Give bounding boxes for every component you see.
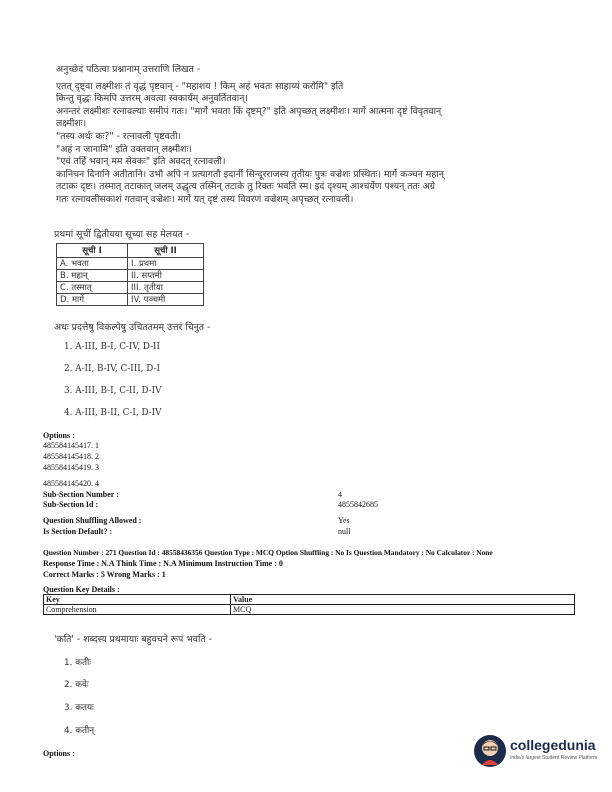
table-row (57, 270, 204, 282)
list1-item: D. मार्गे (57, 294, 128, 306)
shuffling-label: Question Shuffling Allowed : (43, 516, 142, 525)
answer-option: 3. A-III, B-I, C-II, D-IV (64, 386, 162, 396)
sub-section-number-label: Sub-Section Number : (43, 490, 119, 499)
value-cell: MCQ (231, 605, 575, 615)
passage-line: "एवं तर्हि भवान् मम सेवकः" इति अवदत् रत्नावली। (56, 156, 226, 168)
passage-line: गतः रत्नावलीसकाशं गतवान् वज्रेशः। मार्गे यत् दृष्टं तस्य विवरणं वज्रेशम् अपृच्छत् रत्नावली। (56, 193, 354, 205)
table-row (57, 294, 204, 306)
passage-line: "अहं न जानामि" इति उक्तवान् लक्ष्मीशः। (56, 143, 192, 155)
key-table (43, 594, 575, 615)
value-header: Value (231, 595, 575, 605)
question-text: 'कति' - शब्दस्य प्रथमायाः बहुवचने रूपं भवति - (54, 634, 212, 645)
passage-line: "तस्य अर्थः कः?" - रत्नावली पृष्टवती। (56, 130, 182, 142)
match-table (56, 243, 204, 306)
sub-section-id-label: Sub-Section Id : (43, 500, 99, 509)
key-details-label: Question Key Details : (43, 585, 120, 594)
key-header: Key (44, 595, 231, 605)
answer-option: 4. A-III, B-II, C-I, D-IV (64, 408, 162, 418)
marks-line: Correct Marks : 5 Wrong Marks : 1 (43, 570, 166, 579)
sub-section-id: 4855842685 (338, 500, 378, 509)
table-row (57, 258, 204, 270)
list1-item: A. भवता (57, 258, 128, 270)
list2-item: II. सप्तमी (128, 270, 204, 282)
collegedunia-logo (474, 733, 604, 773)
col1-header: सूची I (57, 244, 128, 258)
passage-line: एतत् दृष्ट्वा लक्ष्मीशः तं वृद्धं पृष्टवान् - "महाशय ! किम् अहं भवतः साहाय्यं करोमि" इति (56, 80, 344, 92)
passage-instruction: अनुच्छेदं पठित्वा प्रश्नानाम् उत्तराणि लिखत - (56, 64, 201, 75)
answer-option: 2. कवेः (64, 680, 89, 690)
choose-instruction: अधः प्रदत्तेषु विकल्पेषु उचिततमम् उत्तरं चिनुत - (54, 322, 211, 333)
key-cell: Comprehension (44, 605, 231, 615)
option-id: 485584145420. 4 (43, 479, 99, 488)
list2-item: IV. पञ्चमी (128, 294, 204, 306)
option-id: 485584145417. 1 (43, 441, 99, 450)
option-id: 485584145419. 3 (43, 463, 99, 472)
logo-name: collegedunia (510, 737, 596, 753)
passage-line: तटाकः दृष्टः। तस्मात् तटाकात् जलम् उद्धृत्य तस्मिन् तटाके तु रिक्तः भवति स्म। इदं दृश्यम् आश्चर्येण पश्यन् ततः अग्रे (56, 181, 435, 193)
shuffling-value: Yes (338, 516, 350, 525)
list2-item: I. प्रथमा (128, 258, 204, 270)
col2-header: सूची II (128, 244, 204, 258)
answer-option: 4. कतीन् (64, 726, 95, 736)
list1-item: B. महान् (57, 270, 128, 282)
passage-line: किन्तु वृद्धः किमपि उत्तरम् अवत्वा स्वकार्यम् अनुवर्तितवान्। (56, 93, 248, 105)
passage-line: लक्ष्मीशः। (56, 118, 87, 130)
section-default-value: null (338, 527, 351, 536)
list2-item: III. तृतीया (128, 282, 204, 294)
question-header: Question Number : 271 Question Id : 48558436356 Question Type : MCQ Option Shuffling : No Is Question Mandatory : No Calculator : None (43, 548, 493, 557)
response-time-line: Response Time : N.A Think Time : N.A Minimum Instruction Time : 0 (43, 559, 283, 568)
match-instruction: प्रथमां सूचीं द्वितीयया सूच्या सह मेलयत - (54, 229, 190, 240)
passage (56, 64, 576, 207)
passage-line: कानिचन दिनानि अतीतानि। उभौ अपि न प्रत्यागतौ इदानीं सिन्दूरराजस्य तृतीयः पुत्रः वज्रेशः प्रस्थितः। मार्गे कञ्चन महान् (56, 168, 444, 180)
list1-item: C. तस्मात् (57, 282, 128, 294)
logo-tagline: India's largest Student Review Platform (510, 755, 598, 761)
student-avatar-icon (474, 735, 506, 767)
answer-option: 2. A-II, B-IV, C-III, D-I (64, 364, 160, 374)
answer-option: 1. कतीः (64, 658, 92, 668)
options-label: Options : (43, 431, 75, 440)
sub-section-number: 4 (338, 490, 342, 499)
passage-line: अनन्तरं लक्ष्मीशः रत्नावल्याः समीपं गतः। "मार्गे भवता किं दृष्टम्?" इति अपृच्छत् लक्ष्मीशः। मार्गे आत्मना दृष्टं विवृतवान् (56, 105, 442, 117)
option-id: 485584145418. 2 (43, 452, 99, 461)
answer-option: 3. कतयः (64, 703, 94, 713)
options-label: Options : (43, 749, 75, 758)
section-default-label: Is Section Default? : (43, 527, 113, 536)
answer-option: 1. A-III, B-I, C-IV, D-II (64, 342, 160, 352)
table-row (57, 282, 204, 294)
